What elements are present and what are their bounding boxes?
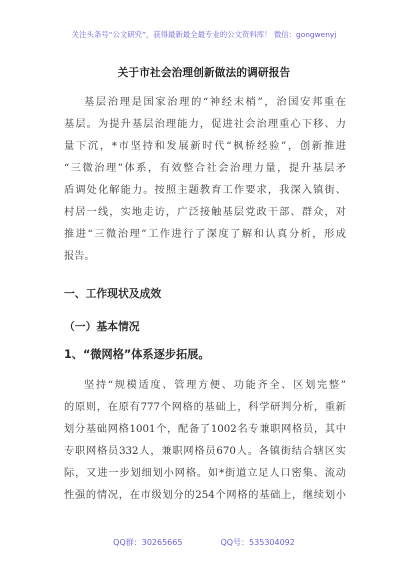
paragraph-line: 划分基础网格1001个，配备了1002名专兼职网格员，其中 [64,424,346,435]
paragraph-line: 盾调处化解能力。按照主题教育工作要求，我深入镇街、 [64,185,346,196]
qq-account-number: 535304092 [249,538,295,547]
paragraph-line: 基层。为提升基层治理能力，促进社会治理重心下移、力 [64,119,346,130]
paragraph-line: 坚持“规模适度、管理方便、功能齐全、区划完整” [84,380,346,391]
section-heading-level1: 一、工作现状及成效 [64,287,162,300]
paragraph-line: 量下沉，*市坚持和发展新时代“枫桥经验”，创新推进 [64,141,346,152]
paragraph-line: 基层治理是国家治理的“神经末梢”，治国安邦重在 [84,97,346,108]
qq-group-number: 30265665 [141,538,183,547]
document-title: 关于市社会治理创新做法的调研报告 [117,67,291,79]
paragraph-line: 的原则，在原有777个网格的基础上，科学研判分析，重新 [64,402,346,413]
qq-group-label: QQ群： [113,538,142,547]
paragraph-line: 性强的情况，在市级划分的254个网格的基础上，继续划小 [64,490,346,501]
qq-account-label: QQ号： [220,538,250,547]
section-heading-level3: 1、“微网格”体系逐步拓展。 [64,348,210,361]
paragraph-line: 村居一线，实地走访，广泛接触基层党政干部、群众，对 [64,207,346,218]
body-paragraph [64,375,346,507]
section-heading-level2: （一）基本情况 [64,320,140,333]
paragraph-line: 际，又进一步划细划小网格。如*街道立足人口密集、流动 [64,468,346,479]
intro-paragraph [64,92,346,268]
paragraph-line: “三微治理”体系，有效整合社会治理力量，提升基层矛 [64,163,346,174]
footer-contact [0,537,408,548]
paragraph-line: 专职网格员332人，兼职网格员670人。各镇街结合辖区实 [64,446,346,457]
paragraph-line: 报告。 [64,251,95,262]
paragraph-line: 推进“三微治理”工作进行了深度了解和认真分析，形成 [64,229,346,240]
header-promo-text: 关注头条号“公文研究”，获得最新最全最专业的公文资料库！ 微信：gongwenyj [71,30,337,39]
